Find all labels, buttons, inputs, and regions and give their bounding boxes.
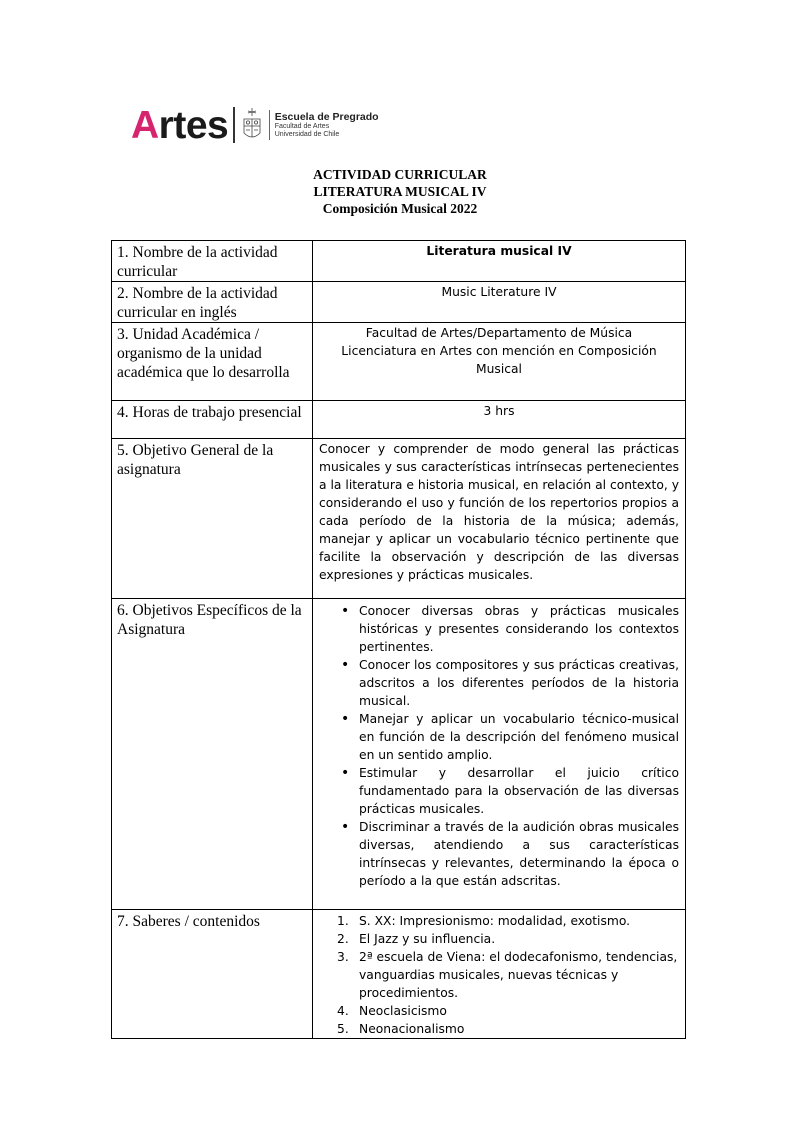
item-number: 4.	[337, 1004, 349, 1018]
course-name: Literatura musical IV	[313, 241, 686, 282]
general-objective: Conocer y comprender de modo general las prácticas musicales y sus características intrínsecas pertenecientes a la literatura e historia musical, en relación al contexto, y considerando el uso y función de los repertorios propios a cada período de la historia de la música; además, manejar y aplicar un vocabulario técnico pertinente que facilite la observación y descripción de las diversas expresiones y prácticas musicales.	[313, 439, 686, 599]
logo-divider-small	[269, 110, 270, 140]
logo-university-name: Universidad de Chile	[274, 130, 340, 138]
list-item	[337, 930, 679, 948]
contents	[313, 910, 686, 1039]
logo-faculty-name: Facultad de Artes	[274, 123, 330, 131]
header-line-2: LITERATURA MUSICAL IV	[313, 184, 487, 199]
specific-objectives	[313, 599, 686, 910]
item-number: 5.	[337, 1022, 349, 1036]
table-row	[112, 910, 686, 1039]
logo-divider	[233, 107, 235, 143]
table-row	[112, 241, 686, 282]
item-text: El Jazz y su influencia.	[359, 932, 496, 946]
table-row	[112, 323, 686, 401]
item-number: 1.	[337, 914, 349, 928]
header-line-1: ACTIVIDAD CURRICULAR	[313, 167, 487, 182]
contact-hours: 3 hrs	[313, 401, 686, 439]
list-item	[337, 912, 679, 930]
table-row	[112, 401, 686, 439]
item-text: Neonacionalismo	[359, 1022, 465, 1036]
row-label: 6. Objetivos Específicos de la Asignatura	[112, 599, 313, 910]
row-label: 1. Nombre de la actividad curricular	[112, 241, 313, 282]
document-header	[0, 166, 800, 217]
course-name-english: Music Literature IV	[313, 282, 686, 323]
academic-unit	[313, 323, 686, 401]
table-row	[112, 282, 686, 323]
logo-wordmark: Artes	[131, 103, 229, 147]
item-text: S. XX: Impresionismo: modalidad, exotismo.	[359, 914, 631, 928]
list-item: • Discriminar a través de la audición obras musicales diversas, atendiendo a sus características intrínsecas y relevantes, determinando la época o período a la que están adscritas.	[359, 818, 679, 890]
university-seal-icon	[241, 107, 263, 143]
row-label: 3. Unidad Académica / organismo de la unidad académica que lo desarrolla	[112, 323, 313, 401]
list-item	[337, 1002, 679, 1020]
list-item	[337, 1020, 679, 1038]
item-text: 2ª escuela de Viena: el dodecafonismo, tendencias, vanguardias musicales, nuevas técnicas y procedimientos.	[359, 950, 678, 1000]
list-item: • Estimular y desarrollar el juicio crítico fundamentado para la observación de las diversas prácticas musicales.	[359, 764, 679, 818]
row-label: 5. Objetivo General de la asignatura	[112, 439, 313, 599]
item-text: Neoclasicismo	[359, 1004, 447, 1018]
list-item: • Conocer diversas obras y prácticas musicales históricas y presentes considerando los contextos pertinentes.	[359, 602, 679, 656]
row-label: 4. Horas de trabajo presencial	[112, 401, 313, 439]
faculty-logo	[131, 100, 379, 150]
row-label: 2. Nombre de la actividad curricular en inglés	[112, 282, 313, 323]
list-item	[337, 948, 679, 1002]
row-label: 7. Saberes / contenidos	[112, 910, 313, 1039]
item-number: 3.	[337, 950, 349, 964]
logo-text	[275, 112, 379, 138]
academic-unit-line-2: Licenciatura en Artes con mención en Composición Musical	[341, 344, 657, 376]
item-number: 2.	[337, 932, 349, 946]
list-item: • Conocer los compositores y sus prácticas creativas, adscritos a los diferentes períodos de la historia musical.	[359, 656, 679, 710]
header-line-3: Composición Musical 2022	[322, 201, 478, 216]
course-table	[111, 240, 686, 1039]
logo-school-name: Escuela de Pregrado	[274, 111, 379, 124]
list-item: • Manejar y aplicar un vocabulario técnico-musical en función de la descripción del fenómeno musical en un sentido amplio.	[359, 710, 679, 764]
academic-unit-line-1: Facultad de Artes/Departamento de Música	[365, 326, 633, 340]
table-row	[112, 599, 686, 910]
table-row	[112, 439, 686, 599]
